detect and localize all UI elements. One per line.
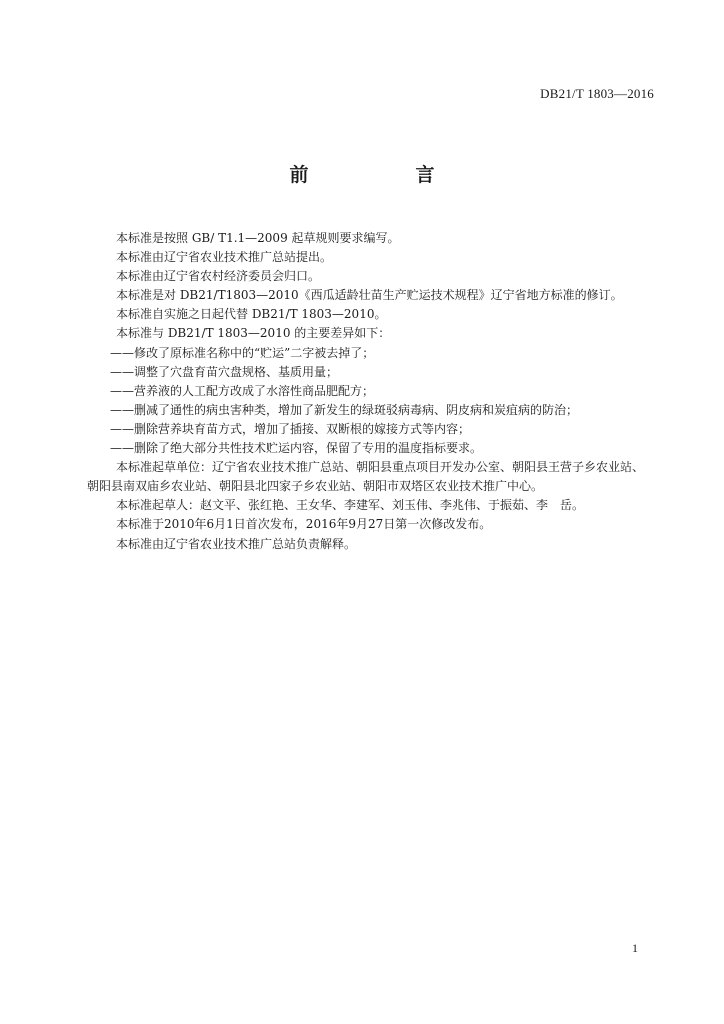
paragraph-administrator: 本标准由辽宁省农村经济委员会归口。 bbox=[116, 269, 321, 284]
paragraph-drafting-units: 本标准起草单位：辽宁省农业技术推广总站、朝阳县重点项目开发办公室、朝阳县王营子乡农业站、朝阳县南双庙乡农业站、朝阳县北四家子乡农业站、朝阳市双塔区农业技术推广中心。 bbox=[87, 460, 645, 494]
change-item: ——修改了原标准名称中的“贮运”二字被去掉了； bbox=[110, 345, 375, 360]
paragraph-differences: 本标准与 DB21/T 1803—2010 的主要差异如下： bbox=[116, 326, 391, 341]
paragraph-interpretation: 本标准由辽宁省农业技术推广总站负责解释。 bbox=[116, 536, 357, 551]
foreword-body bbox=[87, 229, 647, 554]
page-number: 1 bbox=[632, 941, 638, 955]
page-title: 前 言 bbox=[289, 164, 479, 186]
standard-code: DB21/T 1803—2016 bbox=[540, 86, 654, 101]
change-item: ——删减了通性的病虫害种类，增加了新发生的绿斑驳病毒病、阴皮病和炭疽病的防治； bbox=[110, 402, 579, 417]
change-item: ——删除营养块育苗方式，增加了插接、双断根的嫁接方式等内容； bbox=[110, 421, 471, 436]
change-item: ——调整了穴盘育苗穴盘规格、基质用量； bbox=[110, 364, 339, 379]
change-item: ——营养液的人工配方改成了水溶性商品肥配方； bbox=[110, 383, 375, 398]
paragraph-drafters: 本标准起草人：赵文平、张红艳、王女华、李建军、刘玉伟、李兆伟、于振茹、李 岳。 bbox=[116, 498, 585, 513]
paragraph-drafting-rules: 本标准是按照 GB/ T1.1—2009 起草规则要求编写。 bbox=[116, 231, 400, 245]
paragraph-revision: 本标准是对 DB21/T1803—2010《西瓜适龄壮苗生产贮运技术规程》辽宁省地方标准的修订。 bbox=[116, 288, 623, 303]
paragraph-release: 本标准于2010年6月1日首次发布，2016年9月27日第一次修改发布。 bbox=[116, 517, 492, 532]
paragraph-replacement: 本标准自实施之日起代替 DB21/T 1803—2010。 bbox=[116, 307, 387, 322]
change-item: ——删除了绝大部分共性技术贮运内容，保留了专用的温度指标要求。 bbox=[110, 441, 483, 456]
paragraph-proposer: 本标准由辽宁省农业技术推广总站提出。 bbox=[116, 250, 333, 265]
